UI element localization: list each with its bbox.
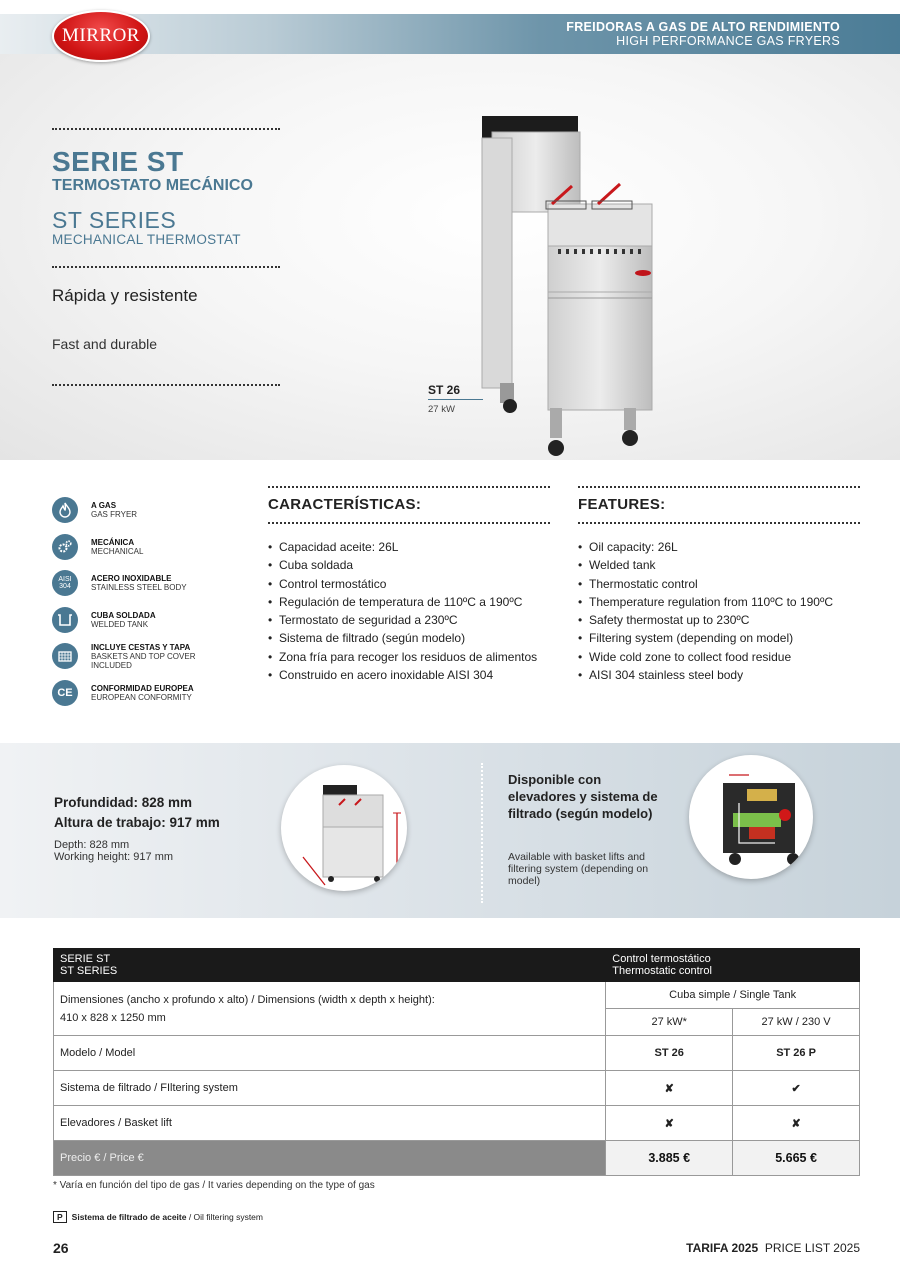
icon-row-gas — [52, 492, 252, 528]
list-item: • Welded tank — [578, 556, 860, 574]
tagline-en: Fast and durable — [52, 336, 158, 352]
ce-glyph: CE — [57, 686, 73, 699]
series-title-en: ST SERIES — [52, 207, 177, 233]
table-row — [54, 1036, 860, 1071]
icon-row-ce — [52, 675, 252, 711]
p-tag: P — [53, 1211, 67, 1223]
icon-title: INCLUYE CESTAS Y TAPA — [91, 642, 191, 652]
table-row — [54, 1071, 860, 1106]
series-title-es: SERIE ST — [52, 146, 184, 177]
dimensions-cell — [54, 982, 606, 1036]
list-item: • Wide cold zone to collect food residue — [578, 648, 860, 666]
icon-row-mechanical — [52, 529, 252, 565]
icon-subtitle: EUROPEAN CONFORMITY — [91, 692, 192, 702]
dimensions-label: Dimensiones (ancho x profundo x alto) / Dimensions (width x depth x height): — [60, 993, 435, 1006]
tank-cell: Cuba simple / Single Tank — [606, 982, 860, 1009]
model-cell-2: ST 26 P — [733, 1036, 860, 1071]
list-item: • Oil capacity: 26L — [578, 538, 860, 556]
flame-icon — [52, 497, 78, 523]
price-table — [53, 948, 860, 1176]
header-control-es: Control termostático — [612, 953, 711, 965]
availability-en: Available with basket lifts and filtering system (depending on model) — [508, 851, 649, 887]
list-item: • Themperature regulation from 110ºC to 190ºC — [578, 593, 860, 611]
list-item: • Sistema de filtrado (según modelo) — [268, 629, 550, 647]
features-es — [268, 486, 550, 684]
icon-subtitle: GAS FRYER — [91, 510, 138, 519]
header-series-es: SERIE ST — [60, 953, 111, 965]
basket-icon — [52, 643, 78, 669]
filtering-system-image — [689, 755, 813, 879]
model-label-cell: Modelo / Model — [54, 1036, 606, 1071]
power-cell-2: 27 kW / 230 V — [733, 1009, 860, 1036]
lift-label-cell: Elevadores / Basket lift — [54, 1106, 606, 1141]
dotted-divider — [268, 522, 550, 524]
fryer-product-image — [470, 108, 670, 468]
features-es-list — [268, 538, 550, 684]
icon-row-stainless — [52, 565, 252, 601]
series-subtitle-es: TERMOSTATO MECÁNICO — [52, 177, 253, 194]
list-item: • Safety thermostat up to 230ºC — [578, 611, 860, 629]
table-header-series — [54, 949, 606, 982]
features-en-heading: FEATURES: — [578, 496, 666, 513]
price-row — [54, 1141, 860, 1176]
list-item: • Regulación de temperatura de 110ºC a 190ºC — [268, 593, 550, 611]
list-item: • Control termostático — [268, 575, 550, 593]
footer-price-list-en: PRICE LIST 2025 — [764, 1241, 860, 1255]
icon-subtitle: WELDED TANK — [91, 619, 149, 629]
icon-title: ACERO INOXIDABLE — [91, 574, 172, 583]
fryer-dimensions-image — [281, 765, 407, 891]
price-cell-1: 3.885 € — [606, 1141, 733, 1176]
hero-model-label: ST 26 — [428, 383, 461, 397]
list-item: • Construido en acero inoxidable AISI 304 — [268, 666, 550, 684]
dimensions-en — [54, 839, 173, 863]
height-en: Working height: 917 mm — [54, 851, 174, 863]
icon-row-baskets — [52, 638, 252, 674]
dotted-divider — [52, 384, 280, 386]
filter-cell-2: ✔ — [733, 1071, 860, 1106]
icon-subtitle: MECHANICAL — [91, 546, 144, 556]
filter-legend-bold: Sistema de filtrado de aceite — [71, 1212, 187, 1222]
icon-row-tank — [52, 602, 252, 638]
price-cell-2: 5.665 € — [733, 1141, 860, 1176]
dotted-divider — [578, 486, 860, 488]
features-en — [578, 486, 860, 684]
icon-subtitle: STAINLESS STEEL BODY — [91, 583, 187, 592]
table-row — [54, 982, 860, 1009]
height-es: Altura de trabajo: 917 mm — [54, 815, 220, 830]
header-control-en: Thermostatic control — [612, 965, 712, 977]
filter-label-cell: Sistema de filtrado / FIltering system — [54, 1071, 606, 1106]
tank-icon — [52, 607, 78, 633]
list-item: • Filtering system (depending on model) — [578, 629, 860, 647]
list-item: • Zona fría para recoger los residuos de alimentos — [268, 648, 550, 666]
header-line-2: HIGH PERFORMANCE GAS FRYERS — [616, 34, 840, 48]
header-line-1: FREIDORAS A GAS DE ALTO RENDIMIENTO — [566, 20, 840, 34]
gas-note: * Varía en función del tipo de gas / It varies depending on the type of gas — [53, 1180, 375, 1191]
price-label-cell: Precio € / Price € — [54, 1141, 606, 1176]
model-cell-1: ST 26 — [606, 1036, 733, 1071]
availability-es: Disponible con elevadores y sistema de filtrado (según modelo) — [508, 772, 658, 821]
dimensions-es — [54, 793, 220, 833]
list-item: • AISI 304 stainless steel body — [578, 666, 860, 684]
list-item: • Capacidad aceite: 26L — [268, 538, 550, 556]
gears-icon — [52, 534, 78, 560]
icon-title: CUBA SOLDADA — [91, 610, 156, 620]
features-en-list — [578, 538, 860, 684]
icon-title: MECÁNICA — [91, 537, 135, 547]
aisi-304-icon — [52, 570, 78, 596]
filter-legend — [53, 1211, 263, 1223]
lift-cell-1: ✘ — [606, 1106, 733, 1141]
dotted-divider — [268, 486, 550, 488]
icon-subtitle: BASKETS AND TOP COVER INCLUDED — [91, 651, 196, 670]
list-item: • Thermostatic control — [578, 575, 860, 593]
feature-icons-list — [52, 492, 252, 711]
series-subtitle-en: MECHANICAL THERMOSTAT — [52, 232, 241, 247]
footer-tarifa: TARIFA 2025 — [686, 1241, 759, 1255]
page-number: 26 — [53, 1240, 69, 1256]
header-title — [566, 20, 840, 48]
dimensions-value: 410 x 828 x 1250 mm — [60, 1011, 166, 1024]
lift-cell-2: ✘ — [733, 1106, 860, 1141]
dotted-divider — [52, 128, 280, 130]
depth-en: Depth: 828 mm — [54, 839, 130, 851]
dotted-vertical-divider — [481, 763, 483, 903]
mirror-logo: MIRROR — [52, 10, 150, 62]
features-es-heading: CARACTERÍSTICAS: — [268, 496, 422, 513]
ce-icon — [52, 680, 78, 706]
filter-cell-1: ✘ — [606, 1071, 733, 1106]
filter-legend-rest: / Oil filtering system — [186, 1212, 263, 1222]
depth-es: Profundidad: 828 mm — [54, 795, 193, 810]
power-cell-1: 27 kW* — [606, 1009, 733, 1036]
list-item: • Cuba soldada — [268, 556, 550, 574]
table-row — [54, 1106, 860, 1141]
list-item: • Termostato de seguridad a 230ºC — [268, 611, 550, 629]
aisi-304-glyph: AISI 304 — [58, 576, 72, 590]
table-header-control — [606, 949, 860, 982]
tagline-es: Rápida y resistente — [52, 286, 198, 305]
icon-title: A GAS — [91, 501, 117, 510]
footer-price-list — [686, 1241, 860, 1255]
hero-model-power: 27 kW — [428, 404, 455, 415]
dotted-divider — [578, 522, 860, 524]
header-series-en: ST SERIES — [60, 965, 118, 977]
dimensions-band — [0, 743, 900, 918]
icon-title: CONFORMIDAD EUROPEA — [91, 683, 194, 693]
dotted-divider — [52, 266, 280, 268]
table-header-row — [54, 949, 860, 982]
